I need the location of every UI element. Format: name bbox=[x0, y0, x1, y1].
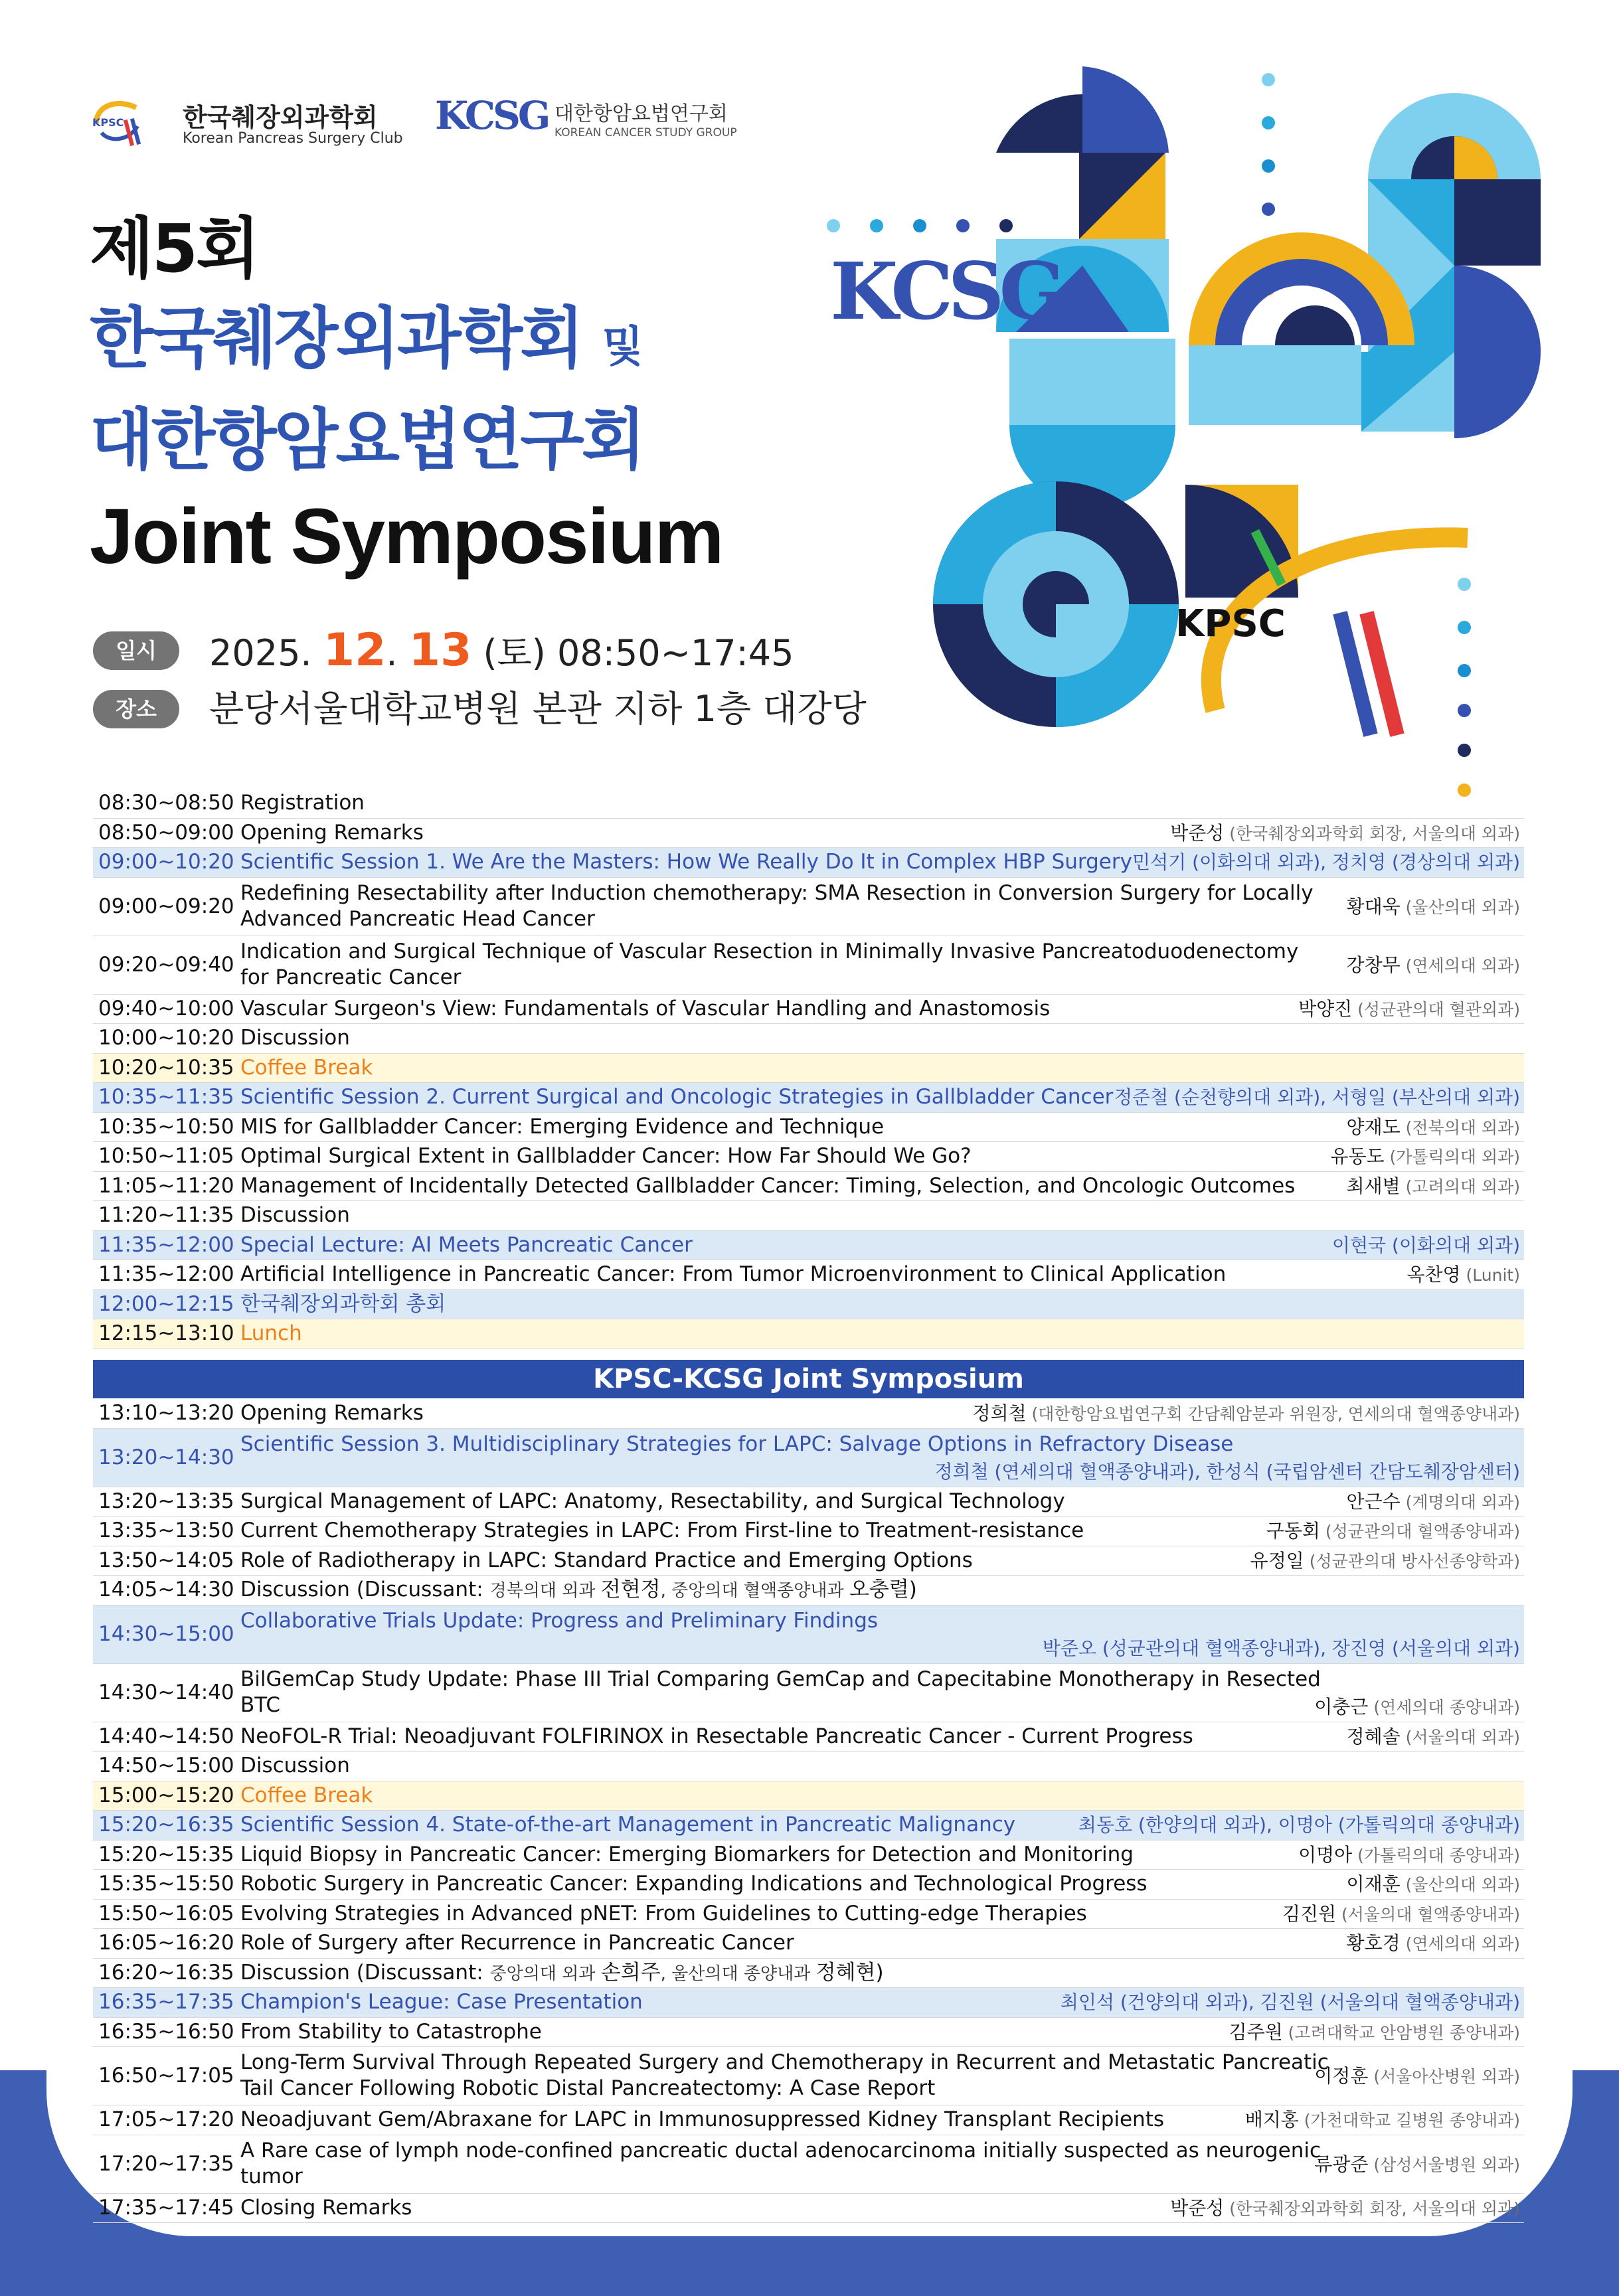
row-time: 15:20~16:35 bbox=[98, 1813, 234, 1837]
row-time: 08:30~08:50 bbox=[98, 791, 234, 815]
discussant-name: 전현정 bbox=[600, 1578, 661, 1601]
schedule-part-2 bbox=[93, 1399, 1524, 2223]
row-title: Closing Remarks bbox=[240, 2195, 412, 2220]
kpsc-logo bbox=[90, 93, 408, 153]
kcsg-name-korean: 대한항암요법연구회 bbox=[554, 102, 728, 125]
speaker-name: 박준성 bbox=[1170, 821, 1225, 844]
schedule-row bbox=[93, 2105, 1524, 2135]
schedule-row bbox=[93, 1083, 1524, 1113]
discussant-affiliation: , 중앙의대 혈액종양내과 bbox=[660, 1581, 849, 1601]
row-title: Scientific Session 3. Multidisciplinary Strategies for LAPC: Salvage Options in Refractory Disease bbox=[240, 1432, 1234, 1456]
row-speaker bbox=[1347, 952, 1520, 979]
schedule-row bbox=[93, 1546, 1524, 1576]
row-time: 15:00~15:20 bbox=[98, 1783, 234, 1807]
row-speaker bbox=[1347, 1930, 1520, 1957]
row-time: 13:50~14:05 bbox=[98, 1548, 234, 1572]
kcsg-mark: KCSG bbox=[435, 93, 549, 138]
speaker-name: 이재훈 bbox=[1346, 1873, 1401, 1895]
speaker-affiliation: (울산의대 외과) bbox=[1400, 897, 1520, 917]
row-speaker bbox=[1314, 2151, 1520, 2178]
row-time: 10:50~11:05 bbox=[98, 1144, 234, 1168]
row-time: 17:05~17:20 bbox=[98, 2107, 234, 2131]
speaker-name: 박양진 bbox=[1298, 997, 1353, 1020]
row-title: Discussion bbox=[240, 1754, 350, 1777]
schedule-row bbox=[93, 1201, 1524, 1231]
speaker-affiliation: (대한항암요법연구회 간담췌암분과 위원장, 연세의대 혈액종양내과) bbox=[1026, 1404, 1520, 1424]
row-time: 11:35~12:00 bbox=[98, 1232, 234, 1257]
speaker-name: 옥찬영 bbox=[1406, 1264, 1461, 1285]
row-title: Discussion bbox=[240, 1026, 350, 1050]
speaker-name: 유동도 bbox=[1330, 1145, 1385, 1167]
kpsc-mark-icon bbox=[90, 93, 149, 153]
decorative-graphic bbox=[817, 27, 1594, 810]
schedule-row bbox=[93, 936, 1524, 995]
row-speaker bbox=[1170, 2195, 1520, 2222]
row-title: Artificial Intelligence in Pancreatic Cancer: From Tumor Microenvironment to Clinical Application bbox=[240, 1262, 1227, 1286]
row-title: Scientific Session 1. We Are the Masters: How We Really Do It in Complex HBP Surgery bbox=[240, 850, 1132, 874]
speaker-affiliation: (연세의대 외과) bbox=[1400, 955, 1520, 975]
row-title: Champion's League: Case Presentation bbox=[240, 1990, 643, 2014]
schedule-row bbox=[93, 1752, 1524, 1781]
row-title: Scientific Session 4. State-of-the-art Management in Pancreatic Malignancy bbox=[240, 1813, 1016, 1837]
row-time: 10:00~10:20 bbox=[98, 1026, 234, 1050]
row-speaker bbox=[1347, 1173, 1520, 1200]
kcsg-logo bbox=[435, 93, 767, 153]
row-title: Coffee Break bbox=[240, 1055, 373, 1080]
row-title: Registration bbox=[240, 791, 365, 815]
date-month: 12 bbox=[323, 624, 386, 677]
schedule-row bbox=[93, 1664, 1524, 1722]
row-speaker bbox=[972, 1400, 1520, 1427]
speaker-name: 황대욱 bbox=[1346, 895, 1401, 918]
date-badge: 일시 bbox=[93, 631, 179, 670]
row-title: Evolving Strategies in Advanced pNET: From Guidelines to Cutting-edge Therapies bbox=[240, 1901, 1087, 1926]
schedule-row bbox=[93, 1054, 1524, 1084]
speaker-affiliation: (가톨릭의대 외과) bbox=[1384, 1147, 1520, 1167]
speaker-affiliation: (울산의대 외과) bbox=[1400, 1875, 1520, 1894]
schedule-row bbox=[93, 848, 1524, 878]
discussant-name: 정혜현 bbox=[815, 1960, 876, 1985]
row-title: Management of Incidentally Detected Gallbladder Cancer: Timing, Selection, and Oncologic Outcomes bbox=[240, 1173, 1296, 1198]
speaker-name: 정희철 (연세의대 혈액종양내과), 한성식 (국립암센터 간담도췌장암센터) bbox=[934, 1460, 1520, 1483]
place-info bbox=[93, 686, 867, 732]
speaker-affiliation: (한국췌장외과학회 회장, 서울의대 외과) bbox=[1224, 823, 1520, 843]
row-time: 09:40~10:00 bbox=[98, 996, 234, 1021]
schedule-row bbox=[93, 1605, 1524, 1664]
row-speaker bbox=[1298, 1842, 1520, 1868]
row-time: 12:00~12:15 bbox=[98, 1291, 234, 1316]
row-time: 09:00~09:20 bbox=[98, 894, 234, 918]
schedule-row bbox=[93, 1900, 1524, 1929]
speaker-affiliation: (계명의대 외과) bbox=[1400, 1492, 1520, 1512]
row-title: Neoadjuvant Gem/Abraxane for LAPC in Immunosuppressed Kidney Transplant Recipients bbox=[240, 2107, 1165, 2131]
speaker-affiliation: (성균관의대 방사선종양학과) bbox=[1304, 1551, 1520, 1571]
schedule-row bbox=[93, 1870, 1524, 1900]
speaker-name: 최동호 (한양의대 외과), 이명아 (가톨릭의대 종양내과) bbox=[1078, 1814, 1520, 1836]
row-time: 11:05~11:20 bbox=[98, 1173, 234, 1198]
row-time: 16:50~17:05 bbox=[98, 2064, 234, 2088]
row-time: 17:20~17:35 bbox=[98, 2151, 234, 2176]
row-speaker bbox=[1347, 1489, 1520, 1515]
row-title: Special Lecture: AI Meets Pancreatic Cancer bbox=[240, 1232, 693, 1257]
row-speaker bbox=[1406, 1262, 1520, 1288]
kpsc-name-english: Korean Pancreas Surgery Club bbox=[183, 130, 403, 147]
speaker-affiliation: (서울아산병원 외과) bbox=[1368, 2067, 1520, 2086]
row-time: 14:30~14:40 bbox=[98, 1680, 234, 1704]
row-speaker bbox=[1330, 1143, 1520, 1170]
row-title: Coffee Break bbox=[240, 1783, 373, 1807]
speaker-name: 최인석 (건양의대 외과), 김진원 (서울의대 혈액종양내과) bbox=[1060, 1991, 1520, 2013]
speaker-affiliation: (Lunit) bbox=[1460, 1266, 1520, 1285]
schedule-row bbox=[93, 1576, 1524, 1605]
row-title: Discussion (Discussant: 중앙의대 외과 손희주, 울산의대 종양내과 정혜현) bbox=[240, 1960, 884, 1985]
row-title: 한국췌장외과학회 총회 bbox=[240, 1291, 446, 1316]
svg-text:KCSG: KCSG bbox=[830, 245, 1061, 337]
speaker-name: 안근수 bbox=[1346, 1490, 1401, 1513]
row-title: Robotic Surgery in Pancreatic Cancer: Expanding Indications and Technological Progress bbox=[240, 1872, 1148, 1896]
row-time: 13:10~13:20 bbox=[98, 1401, 234, 1425]
schedule-row bbox=[93, 789, 1524, 819]
row-title: Surgical Management of LAPC: Anatomy, Resectability, and Surgical Technology bbox=[240, 1489, 1065, 1513]
row-title: Current Chemotherapy Strategies in LAPC: From First-line to Treatment-resistance bbox=[240, 1518, 1084, 1542]
row-time: 10:35~10:50 bbox=[98, 1114, 234, 1139]
discussant-name: 손희주 bbox=[600, 1960, 661, 1985]
speaker-affiliation: (연세의대 외과) bbox=[1400, 1934, 1520, 1953]
schedule-row bbox=[93, 1399, 1524, 1429]
row-title: Role of Surgery after Recurrence in Pancreatic Cancer bbox=[240, 1931, 794, 1955]
row-time: 14:40~14:50 bbox=[98, 1724, 234, 1748]
date-year: 2025. bbox=[209, 632, 323, 674]
row-speaker bbox=[1314, 2063, 1520, 2090]
row-time: 08:50~09:00 bbox=[98, 820, 234, 845]
row-speaker bbox=[1250, 1548, 1520, 1574]
schedule-row bbox=[93, 1113, 1524, 1143]
speaker-affiliation: (서울의대 혈액종양내과) bbox=[1336, 1904, 1520, 1924]
speaker-name: 김진원 bbox=[1282, 1902, 1337, 1925]
row-title: Optimal Surgical Extent in Gallbladder Cancer: How Far Should We Go? bbox=[240, 1144, 972, 1168]
row-speaker bbox=[1170, 820, 1520, 847]
speaker-name: 강창무 bbox=[1346, 953, 1401, 976]
speaker-name: 황호경 bbox=[1346, 1932, 1401, 1954]
schedule-row bbox=[93, 1841, 1524, 1870]
speaker-name: 이정훈 bbox=[1314, 2065, 1369, 2087]
row-time: 10:20~10:35 bbox=[98, 1055, 234, 1080]
title-kpsc: 한국췌장외과학회 bbox=[90, 299, 582, 377]
row-speaker bbox=[1229, 2019, 1520, 2046]
row-title: Collaborative Trials Update: Progress and Preliminary Findings bbox=[240, 1608, 879, 1633]
row-title: A Rare case of lymph node-confined pancreatic ductal adenocarcinoma initially suspected as neurogenic tumor bbox=[240, 2138, 1321, 2188]
kcsg-name-english: KOREAN CANCER STUDY GROUP bbox=[554, 126, 737, 139]
row-title: Discussion (Discussant: 경북의대 외과 전현정, 중앙의대 혈액종양내과 오충렬) bbox=[240, 1578, 917, 1601]
row-time: 13:35~13:50 bbox=[98, 1518, 234, 1542]
row-speaker bbox=[1314, 1694, 1520, 1720]
schedule-row bbox=[93, 1517, 1524, 1546]
date-day: 13 bbox=[408, 624, 472, 677]
row-speaker bbox=[1298, 996, 1520, 1023]
row-time: 09:20~09:40 bbox=[98, 952, 234, 977]
schedule-row bbox=[93, 1811, 1524, 1841]
speaker-name: 구동회 bbox=[1266, 1520, 1320, 1542]
discussant-affiliation: 경북의대 외과 bbox=[489, 1581, 601, 1601]
discussant-affiliation: 중앙의대 외과 bbox=[489, 1963, 601, 1984]
row-time: 11:35~12:00 bbox=[98, 1262, 234, 1286]
title-line-1 bbox=[90, 292, 853, 394]
speaker-affiliation: (한국췌장외과학회 회장, 서울의대 외과) bbox=[1224, 2198, 1520, 2218]
row-time: 16:35~17:35 bbox=[98, 1990, 234, 2014]
speaker-name: 배지홍 bbox=[1244, 2109, 1299, 2131]
schedule-row bbox=[93, 2135, 1524, 2194]
schedule-row bbox=[93, 1959, 1524, 1989]
row-title: Scientific Session 2. Current Surgical and Oncologic Strategies in Gallbladder Cancer bbox=[240, 1085, 1114, 1109]
title-joint-symposium: Joint Symposium bbox=[90, 493, 723, 580]
speaker-affiliation: (고려의대 외과) bbox=[1400, 1177, 1520, 1196]
row-title: Long-Term Survival Through Repeated Surgery and Chemotherapy in Recurrent and Metastatic Pancreatic Tail Cancer Following Robotic Distal Pancreatectomy: A Case Report bbox=[240, 2050, 1329, 2100]
schedule-row bbox=[93, 1722, 1524, 1752]
row-time: 14:30~15:00 bbox=[98, 1621, 234, 1646]
speaker-affiliation: (성균관의대 혈액종양내과) bbox=[1320, 1522, 1520, 1541]
speaker-affiliation: (삼성서울병원 외과) bbox=[1368, 2155, 1520, 2174]
speaker-name: 이충근 bbox=[1314, 1695, 1369, 1718]
title-block bbox=[90, 206, 853, 586]
schedule-row bbox=[93, 819, 1524, 849]
row-title: Vascular Surgeon's View: Fundamentals of Vascular Handling and Anastomosis bbox=[240, 996, 1051, 1021]
row-time: 13:20~14:30 bbox=[98, 1445, 234, 1469]
place-text: 분당서울대학교병원 본관 지하 1층 대강당 bbox=[209, 688, 867, 730]
row-speaker bbox=[1282, 1901, 1520, 1927]
date-time: (토) 08:50~17:45 bbox=[471, 632, 794, 674]
schedule-row bbox=[93, 2194, 1524, 2224]
svg-text:KPSC: KPSC bbox=[1175, 602, 1286, 645]
speaker-affiliation: (성균관의대 혈관외과) bbox=[1352, 999, 1520, 1019]
row-time: 16:20~16:35 bbox=[98, 1960, 234, 1985]
speaker-name: 정희철 bbox=[972, 1402, 1027, 1424]
title-line-2: 대한항암요법연구회 bbox=[90, 401, 643, 479]
schedule-row bbox=[93, 878, 1524, 936]
row-speaker bbox=[1245, 2107, 1520, 2133]
schedule-row bbox=[93, 1319, 1524, 1349]
row-speaker bbox=[1043, 1635, 1520, 1661]
row-title: Opening Remarks bbox=[240, 1401, 424, 1425]
row-speaker bbox=[1347, 1724, 1520, 1750]
speaker-affiliation: (가톨릭의대 종양내과) bbox=[1352, 1845, 1520, 1865]
speaker-affiliation: (고려대학교 안암병원 종양내과) bbox=[1282, 2022, 1520, 2042]
speaker-name: 정준철 (순천향의대 외과), 서형일 (부산의대 외과) bbox=[1114, 1086, 1520, 1108]
schedule-row bbox=[93, 1024, 1524, 1054]
schedule-row bbox=[93, 1487, 1524, 1517]
speaker-name: 김주원 bbox=[1229, 2020, 1283, 2043]
date-info bbox=[93, 624, 857, 677]
schedule-row bbox=[93, 1260, 1524, 1290]
edition-title: 제5회 bbox=[90, 210, 258, 287]
row-time: 15:20~15:35 bbox=[98, 1842, 234, 1866]
schedule-row bbox=[93, 1172, 1524, 1202]
row-time: 10:35~11:35 bbox=[98, 1085, 234, 1109]
schedule-row bbox=[93, 1290, 1524, 1320]
schedule-row bbox=[93, 1781, 1524, 1811]
row-speaker bbox=[1347, 1114, 1520, 1141]
schedule-row bbox=[93, 2047, 1524, 2105]
speaker-affiliation: (서울의대 외과) bbox=[1400, 1727, 1520, 1747]
date-text bbox=[209, 624, 794, 677]
speaker-name: 정혜솔 bbox=[1346, 1725, 1401, 1748]
schedule-row bbox=[93, 1142, 1524, 1172]
row-title: Discussion bbox=[240, 1203, 350, 1227]
row-time: 17:35~17:45 bbox=[98, 2195, 234, 2220]
row-time: 12:15~13:10 bbox=[98, 1321, 234, 1345]
row-title: Liquid Biopsy in Pancreatic Cancer: Emerging Biomarkers for Detection and Monitoring bbox=[240, 1842, 1134, 1866]
row-title: From Stability to Catastrophe bbox=[240, 2019, 542, 2044]
speaker-name: 이현국 (이화의대 외과) bbox=[1331, 1234, 1520, 1256]
row-speaker bbox=[1132, 849, 1520, 875]
row-speaker bbox=[1347, 1871, 1520, 1898]
row-title: NeoFOL-R Trial: Neoadjuvant FOLFIRINOX in Resectable Pancreatic Cancer - Current Progress bbox=[240, 1724, 1193, 1748]
row-time: 16:05~16:20 bbox=[98, 1931, 234, 1955]
row-title: Indication and Surgical Technique of Vascular Resection in Minimally Invasive Pancreatoduodenectomy for Pancreatic Cancer bbox=[240, 939, 1299, 989]
joint-symposium-banner: KPSC-KCSG Joint Symposium bbox=[93, 1360, 1524, 1398]
row-time: 11:20~11:35 bbox=[98, 1203, 234, 1227]
speaker-affiliation: (전북의대 외과) bbox=[1400, 1117, 1520, 1137]
row-title: MIS for Gallbladder Cancer: Emerging Evidence and Technique bbox=[240, 1114, 885, 1139]
svg-text:KPSC: KPSC bbox=[92, 116, 124, 129]
speaker-name: 민석기 (이화의대 외과), 정치영 (경상의대 외과) bbox=[1132, 851, 1520, 873]
row-time: 14:05~14:30 bbox=[98, 1578, 234, 1601]
kpsc-name-korean: 한국췌장외과학회 bbox=[183, 103, 378, 132]
speaker-name: 양재도 bbox=[1346, 1115, 1401, 1138]
dot-row-icon bbox=[827, 219, 1013, 232]
row-title: Redefining Resectability after Induction chemotherapy: SMA Resection in Conversion Surgery for Locally Advanced Pancreatic Head Cancer bbox=[240, 880, 1314, 931]
row-title: BilGemCap Study Update: Phase III Trial Comparing GemCap and Capecitabine Monotherapy in Resected BTC bbox=[240, 1667, 1321, 1717]
discussant-name: 오충렬 bbox=[849, 1578, 909, 1601]
row-speaker bbox=[935, 1459, 1521, 1485]
row-time: 16:35~16:50 bbox=[98, 2019, 234, 2044]
schedule-row bbox=[93, 1429, 1524, 1487]
schedule-row bbox=[93, 2018, 1524, 2048]
place-badge: 장소 bbox=[93, 690, 179, 728]
date-dot: . bbox=[386, 632, 409, 674]
row-title: Opening Remarks bbox=[240, 820, 424, 845]
schedule-part-1 bbox=[93, 789, 1524, 1349]
speaker-name: 박준성 bbox=[1170, 2196, 1225, 2219]
row-speaker bbox=[1347, 894, 1520, 920]
row-time: 15:50~16:05 bbox=[98, 1901, 234, 1926]
row-time: 14:50~15:00 bbox=[98, 1754, 234, 1777]
discussant-affiliation: , 울산의대 종양내과 bbox=[660, 1963, 816, 1984]
speaker-name: 박준오 (성균관의대 혈액종양내과), 장진영 (서울의대 외과) bbox=[1042, 1637, 1520, 1659]
row-time: 15:35~15:50 bbox=[98, 1872, 234, 1896]
row-time: 13:20~13:35 bbox=[98, 1489, 234, 1513]
row-speaker bbox=[1078, 1812, 1520, 1838]
speaker-name: 이명아 bbox=[1298, 1843, 1353, 1866]
title-and: 및 bbox=[602, 323, 642, 372]
schedule-row bbox=[93, 1231, 1524, 1261]
row-speaker bbox=[1332, 1232, 1520, 1258]
speaker-affiliation: (연세의대 종양내과) bbox=[1368, 1697, 1520, 1717]
schedule-row bbox=[93, 995, 1524, 1025]
row-time: 09:00~10:20 bbox=[98, 850, 234, 874]
row-speaker bbox=[1114, 1084, 1520, 1110]
row-speaker bbox=[1061, 1989, 1520, 2015]
row-title: Lunch bbox=[240, 1321, 302, 1345]
speaker-affiliation: (가천대학교 길병원 종양내과) bbox=[1298, 2111, 1520, 2130]
row-title: Role of Radiotherapy in LAPC: Standard Practice and Emerging Options bbox=[240, 1548, 973, 1572]
schedule-row bbox=[93, 1988, 1524, 2018]
schedule-row bbox=[93, 1929, 1524, 1959]
speaker-name: 류광준 bbox=[1314, 2153, 1369, 2175]
speaker-name: 최새별 bbox=[1346, 1175, 1401, 1197]
row-speaker bbox=[1266, 1518, 1520, 1544]
speaker-name: 유정일 bbox=[1250, 1549, 1304, 1572]
